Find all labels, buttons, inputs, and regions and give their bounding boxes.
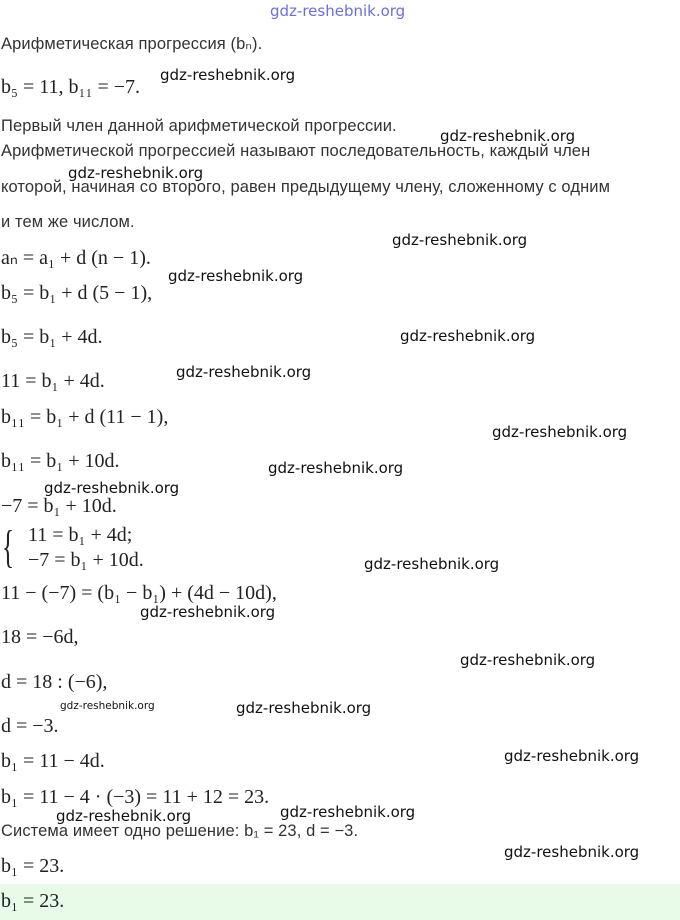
d-division: d = 18 : (−6),	[1, 671, 108, 693]
answer-text: b₁ = 23.	[1, 890, 65, 912]
definition-line-1: Арифметической прогрессией называют последовательность, каждый член	[1, 142, 591, 160]
watermark[interactable]: gdz-reshebnik.org	[440, 127, 576, 145]
b1-result: b₁ = 23.	[1, 855, 65, 877]
b1-calculation: b₁ = 11 − 4 · (−3) = 11 + 12 = 23.	[1, 786, 270, 808]
system-eq-2: −7 = b₁ + 10d.	[28, 549, 144, 571]
watermark[interactable]: gdz-reshebnik.org	[176, 363, 312, 381]
system-eq-1: 11 = b₁ + 4d;	[28, 524, 133, 546]
watermark[interactable]: gdz-reshebnik.org	[400, 327, 536, 345]
subtraction-step: 11 − (−7) = (b₁ − b₁) + (4d − 10d),	[1, 582, 277, 604]
definition-line-2: которой, начиная со второго, равен предыдущему члену, сложенному с одним	[1, 178, 611, 196]
system-brace: {	[2, 521, 15, 572]
watermark[interactable]: gdz-reshebnik.org	[364, 555, 500, 573]
d-value: d = −3.	[1, 715, 59, 737]
watermark[interactable]: gdz-reshebnik.org	[392, 231, 528, 249]
watermark[interactable]: gdz-reshebnik.org	[504, 747, 640, 765]
watermark[interactable]: gdz-reshebnik.org	[504, 843, 640, 861]
question-text: Первый член данной арифметической прогрессии.	[1, 117, 397, 135]
system-solution: Система имеет одно решение: b₁ = 23, d = −3.	[1, 822, 359, 840]
watermark[interactable]: gdz-reshebnik.org	[160, 66, 296, 84]
b1-expression: b₁ = 11 − 4d.	[1, 750, 105, 772]
watermark[interactable]: gdz-reshebnik.org	[492, 423, 628, 441]
definition-line-3: и тем же числом.	[1, 213, 135, 231]
equation-18: 18 = −6d,	[1, 626, 79, 648]
watermark[interactable]: gdz-reshebnik.org	[268, 459, 404, 477]
given-values: b₅ = 11, b₁₁ = −7.	[1, 76, 141, 98]
equation-1: 11 = b₁ + 4d.	[1, 370, 105, 392]
watermark[interactable]: gdz-reshebnik.org	[280, 803, 416, 821]
watermark[interactable]: gdz-reshebnik.org	[236, 699, 372, 717]
formula-b11: b₁₁ = b₁ + d (11 − 1),	[1, 406, 169, 428]
formula-general-term: aₙ = a₁ + d (n − 1).	[1, 247, 151, 269]
formula-b5-simplified: b₅ = b₁ + 4d.	[1, 326, 103, 348]
watermark[interactable]: gdz-reshebnik.org	[140, 603, 276, 621]
watermark[interactable]: gdz-reshebnik.org	[168, 267, 304, 285]
answer-box	[0, 884, 680, 920]
formula-b11-simplified: b₁₁ = b₁ + 10d.	[1, 450, 120, 472]
watermark-header[interactable]: gdz-reshebnik.org	[270, 2, 406, 20]
formula-b5: b₅ = b₁ + d (5 − 1),	[1, 282, 153, 304]
watermark[interactable]: gdz-reshebnik.org	[56, 807, 192, 825]
watermark[interactable]: gdz-reshebnik.org	[68, 164, 204, 182]
watermark[interactable]: gdz-reshebnik.org	[460, 651, 596, 669]
equation-2: −7 = b₁ + 10d.	[1, 495, 117, 517]
watermark-small[interactable]: gdz-reshebnik.org	[60, 700, 155, 712]
problem-sequence: Арифметическая прогрессия (bₙ).	[1, 35, 263, 53]
watermark[interactable]: gdz-reshebnik.org	[44, 479, 180, 497]
